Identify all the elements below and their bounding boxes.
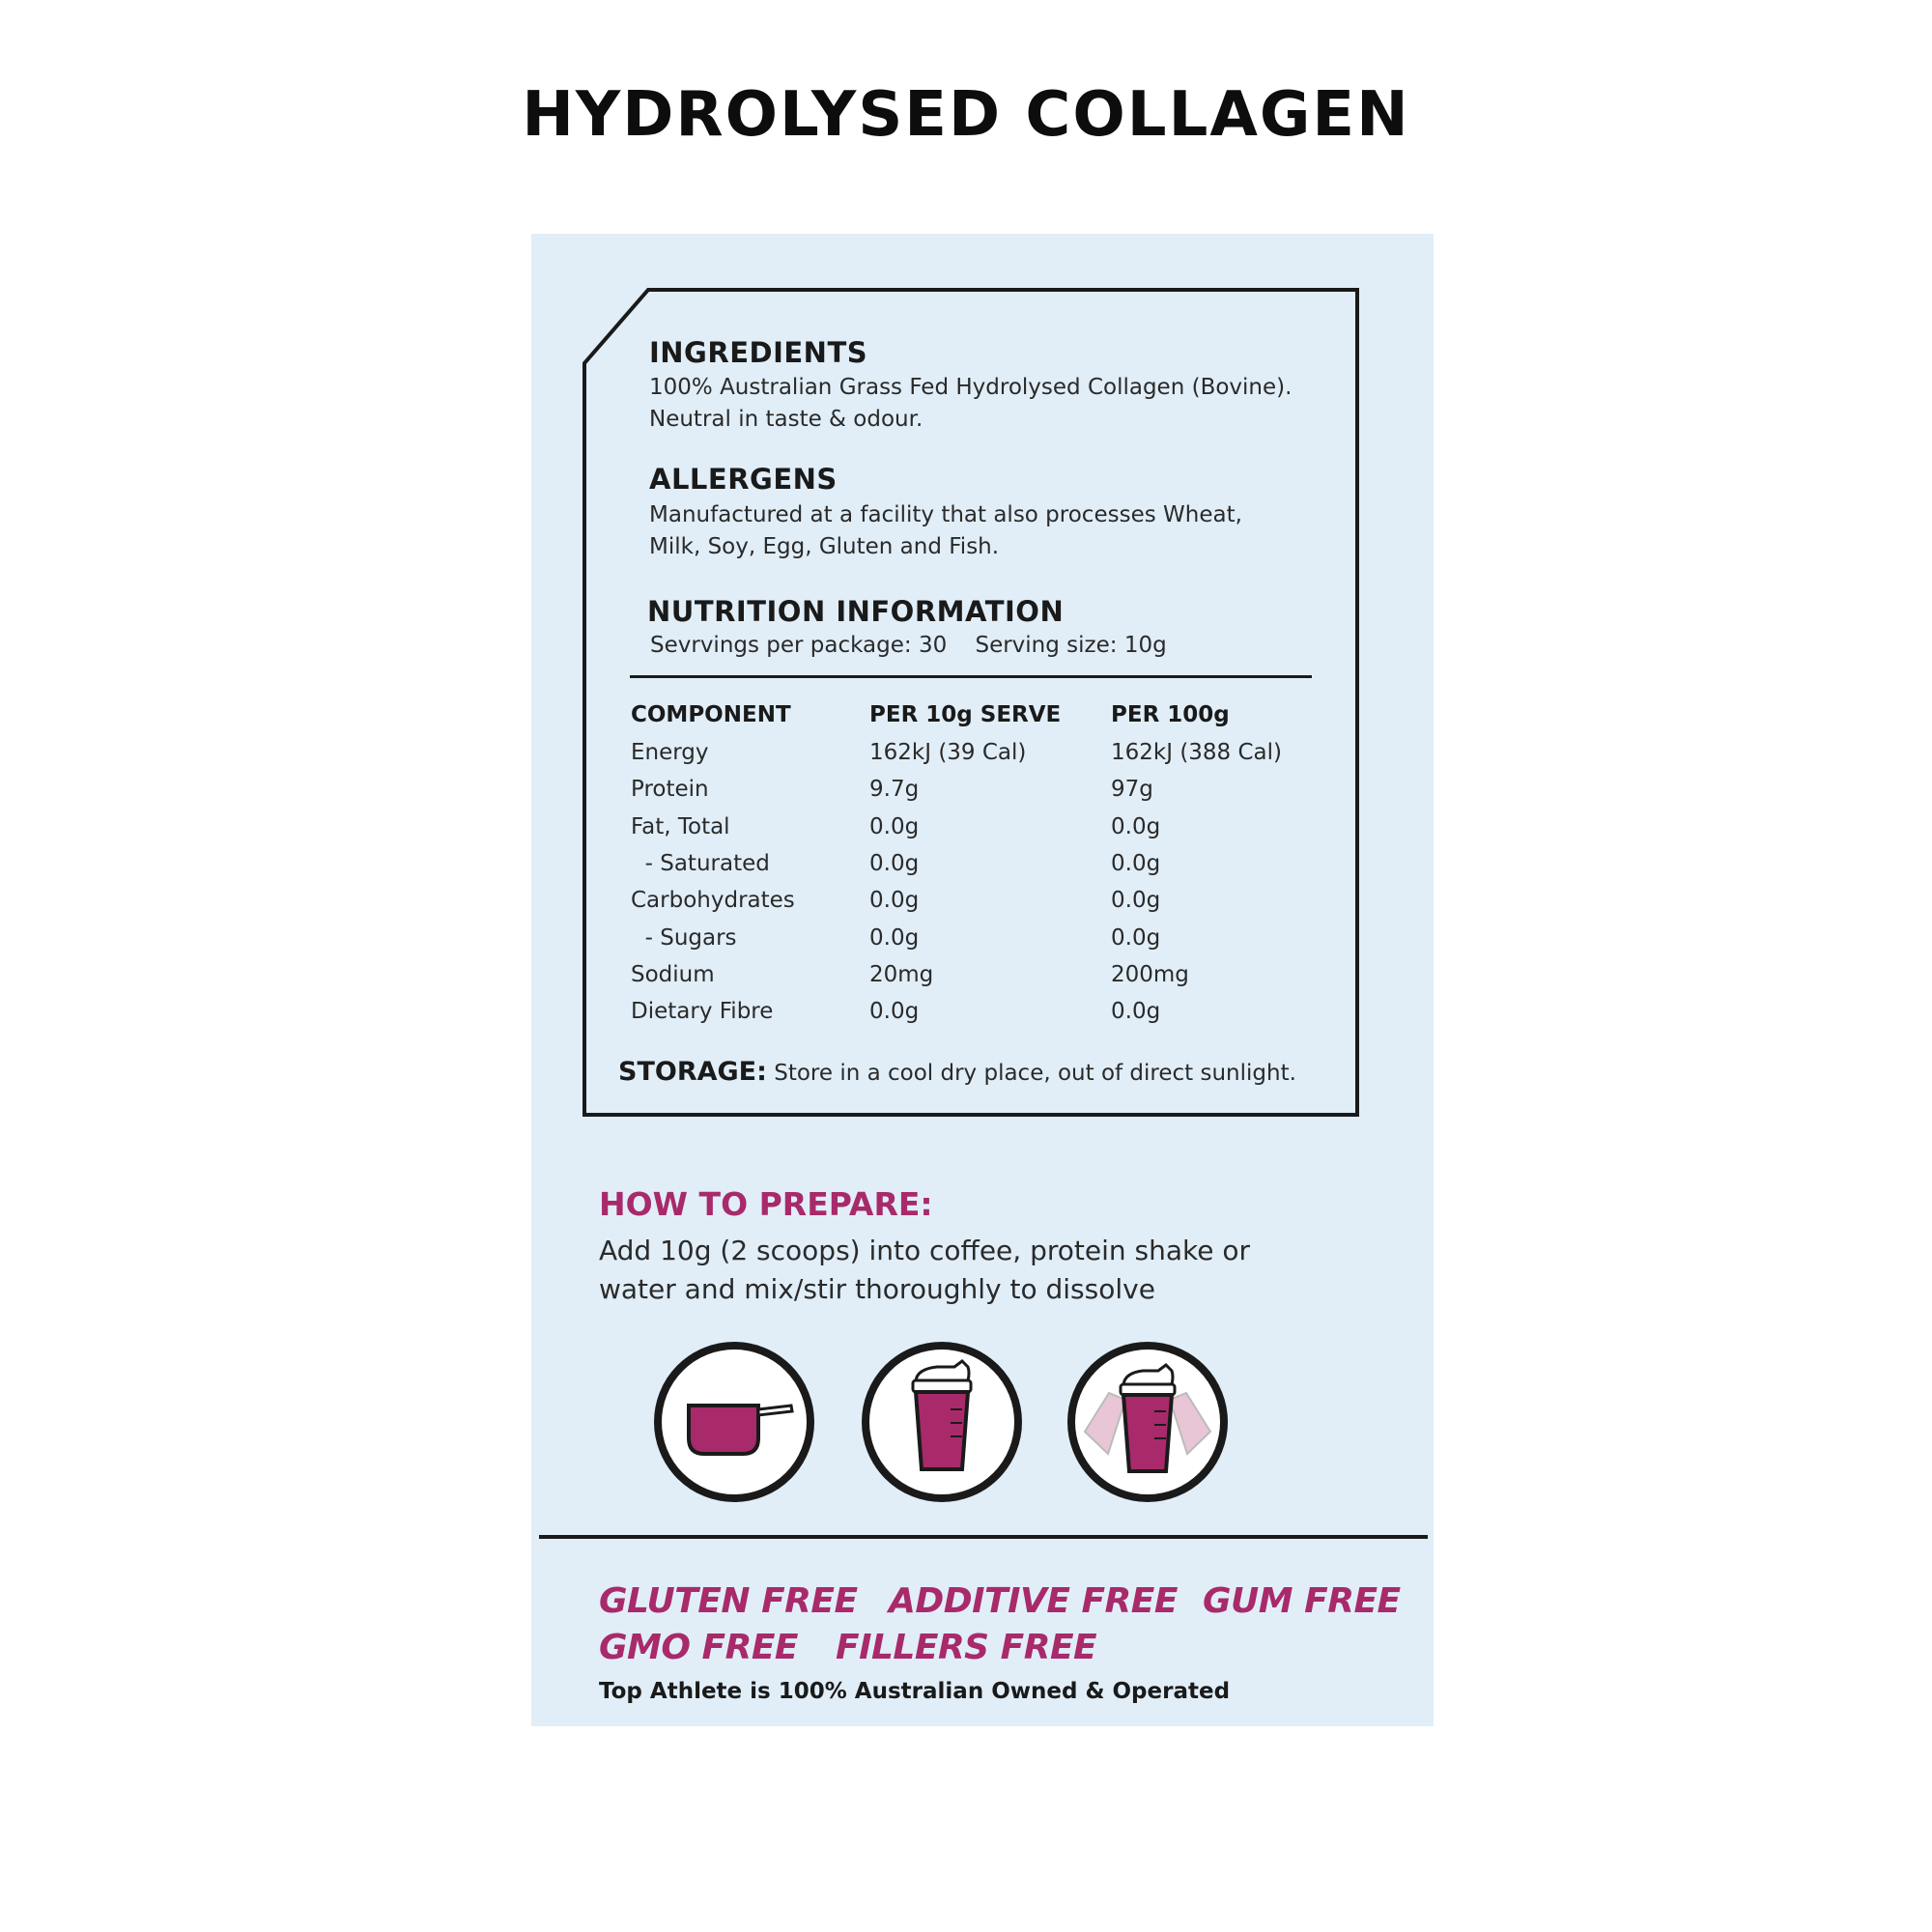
footer-note: Top Athlete is 100% Australian Owned & Operated xyxy=(599,1679,1231,1704)
prepare-text: Add 10g (2 scoops) into coffee, protein shake or water and mix/stir thoroughly to dissolve xyxy=(599,1235,1250,1305)
table-row xyxy=(631,993,1323,1030)
table-row xyxy=(631,771,1323,808)
table-cell: 20mg xyxy=(869,961,934,987)
claim-badge: ADDITIVE FREE xyxy=(889,1581,1178,1621)
table-row xyxy=(631,809,1323,845)
table-row xyxy=(631,882,1323,919)
table-cell: 0.0g xyxy=(869,851,920,877)
claim-badge: FILLERS FREE xyxy=(836,1628,1097,1667)
column-header: PER 10g SERVE xyxy=(869,702,1062,727)
nutrition-table xyxy=(631,696,1323,1030)
table-cell: 0.0g xyxy=(869,999,920,1025)
table-cell: 0.0g xyxy=(869,813,920,839)
scoop-icon xyxy=(652,1340,816,1504)
ingredients-heading: INGREDIENTS xyxy=(649,336,868,369)
table-cell: - Sugars xyxy=(631,924,737,951)
table-row xyxy=(631,845,1323,882)
table-cell: 0.0g xyxy=(1111,924,1161,951)
table-cell: 97g xyxy=(1111,777,1153,803)
product-label-panel xyxy=(531,234,1434,1726)
claim-badge: GMO FREE xyxy=(599,1628,799,1667)
shake-icon xyxy=(1065,1340,1230,1504)
table-cell: 0.0g xyxy=(869,888,920,914)
storage-text: Store in a cool dry place, out of direct sunlight. xyxy=(774,1061,1296,1086)
column-header: PER 100g xyxy=(1111,702,1230,727)
table-cell: Protein xyxy=(631,777,709,803)
table-cell: 200mg xyxy=(1111,961,1189,987)
table-cell: Dietary Fibre xyxy=(631,999,774,1025)
page-title: HYDROLYSED COLLAGEN xyxy=(522,79,1410,151)
table-row xyxy=(631,919,1323,955)
allergens-heading: ALLERGENS xyxy=(649,463,838,496)
table-cell: 0.0g xyxy=(869,924,920,951)
nutrition-header-row xyxy=(631,696,1323,734)
table-cell: 0.0g xyxy=(1111,999,1161,1025)
claims-divider xyxy=(539,1535,1428,1539)
table-cell: Energy xyxy=(631,740,709,766)
shaker-icon xyxy=(860,1340,1024,1504)
table-cell: Fat, Total xyxy=(631,813,730,839)
table-row xyxy=(631,734,1323,771)
table-cell: 9.7g xyxy=(869,777,920,803)
prepare-heading: HOW TO PREPARE: xyxy=(599,1185,933,1223)
table-cell: 162kJ (388 Cal) xyxy=(1111,740,1283,766)
storage-label: STORAGE: xyxy=(618,1057,767,1087)
table-cell: Carbohydrates xyxy=(631,888,795,914)
table-cell: 0.0g xyxy=(1111,888,1161,914)
table-cell: 0.0g xyxy=(1111,851,1161,877)
storage-line xyxy=(618,1057,1296,1087)
claim-badge: GLUTEN FREE xyxy=(599,1581,858,1621)
nutrition-heading: NUTRITION INFORMATION xyxy=(647,595,1065,628)
table-row xyxy=(631,956,1323,993)
ingredients-text: 100% Australian Grass Fed Hydrolysed Collagen (Bovine). Neutral in taste & odour. xyxy=(649,375,1293,432)
claim-badge: GUM FREE xyxy=(1203,1581,1401,1621)
table-cell: - Saturated xyxy=(631,851,770,877)
allergens-text: Manufactured at a facility that also processes Wheat, Milk, Soy, Egg, Gluten and Fish. xyxy=(649,502,1242,559)
table-cell: 0.0g xyxy=(1111,813,1161,839)
table-cell: Sodium xyxy=(631,961,715,987)
column-header: COMPONENT xyxy=(631,702,791,727)
nutrition-rule xyxy=(630,675,1312,678)
servings-text: Sevrvings per package: 30 Serving size: 10g xyxy=(650,633,1167,658)
table-cell: 162kJ (39 Cal) xyxy=(869,740,1027,766)
